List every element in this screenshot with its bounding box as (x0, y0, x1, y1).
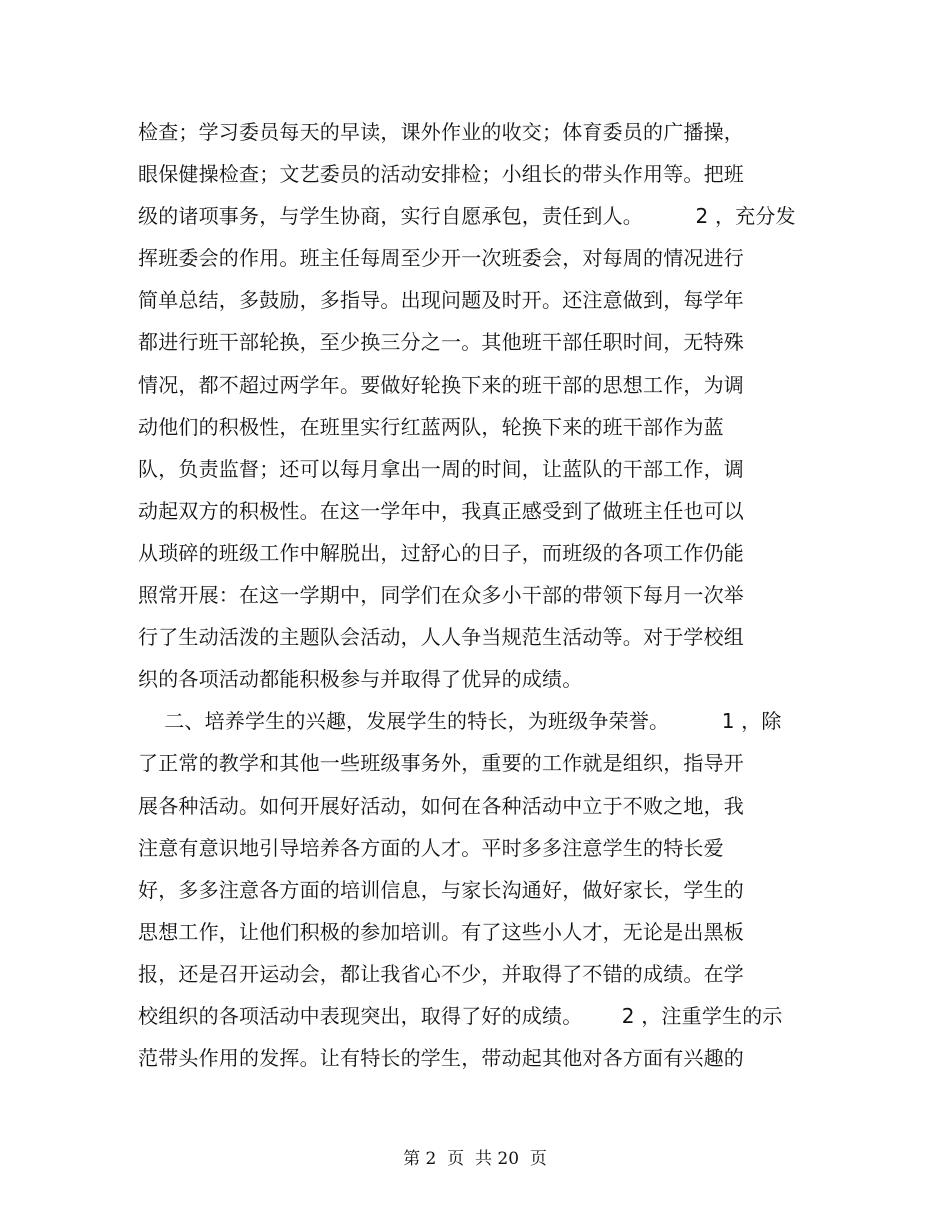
text-line: 动他们的积极性，在班里实行红蓝两队，轮换下来的班干部作为蓝 (138, 414, 724, 439)
text-line: 都进行班干部轮换，至少换三分之一。其他班干部任职时间，无特殊 (138, 330, 744, 355)
text-line: 了正常的教学和其他一些班级事务外，重要的工作就是组织，指导开 (138, 751, 744, 776)
page-number-footer: 第 2 页 共 20 页 (403, 1149, 547, 1169)
text-line: 二、培养学生的兴趣，发展学生的特长，为班级争荣誉。 1 ，除 (138, 709, 782, 734)
text-line: 动起双方的积极性。在这一学年中，我真正感受到了做班主任也可以 (138, 498, 744, 523)
text-line: 范带头作用的发挥。让有特长的学生，带动起其他对各方面有兴趣的 (138, 1046, 744, 1071)
text-line: 队，负责监督；还可以每月拿出一周的时间，让蓝队的干部工作，调 (138, 456, 744, 481)
text-line: 注意有意识地引导培养各方面的人才。平时多多注意学生的特长爱 (138, 835, 724, 860)
text-line: 情况，都不超过两学年。要做好轮换下来的班干部的思想工作，为调 (138, 372, 744, 397)
body-text (138, 111, 818, 1079)
text-line: 报，还是召开运动会，都让我省心不少，并取得了不错的成绩。在学 (138, 961, 744, 986)
text-line: 眼保健操检查；文艺委员的活动安排检；小组长的带头作用等。把班 (138, 162, 744, 187)
text-line: 行了生动活泼的主题队会活动，人人争当规范生活动等。对于学校组 (138, 625, 744, 650)
text-line: 校组织的各项活动中表现突出，取得了好的成绩。 2 ，注重学生的示 (138, 1003, 783, 1028)
text-line: 挥班委会的作用。班主任每周至少开一次班委会，对每周的情况进行 (138, 246, 744, 271)
text-line: 从琐碎的班级工作中解脱出，过舒心的日子，而班级的各项工作仍能 (138, 540, 744, 565)
text-line: 简单总结，多鼓励，多指导。出现问题及时开。还注意做到，每学年 (138, 288, 744, 313)
text-line: 照常开展：在这一学期中，同学们在众多小干部的带领下每月一次举 (138, 583, 744, 608)
text-line: 检查；学习委员每天的早读，课外作业的收交；体育委员的广播操， (138, 120, 744, 144)
text-line: 级的诸项事务，与学生协商，实行自愿承包，责任到人。 2 ，充分发 (138, 204, 796, 229)
text-line: 思想工作，让他们积极的参加培训。有了这些小人才，无论是出黑板 (138, 919, 744, 944)
text-line: 织的各项活动都能积极参与并取得了优异的成绩。 (138, 667, 583, 692)
text-line: 展各种活动。如何开展好活动，如何在各种活动中立于不败之地，我 (138, 793, 744, 818)
text-line: 好，多多注意各方面的培训信息，与家长沟通好，做好家长，学生的 (138, 877, 744, 902)
